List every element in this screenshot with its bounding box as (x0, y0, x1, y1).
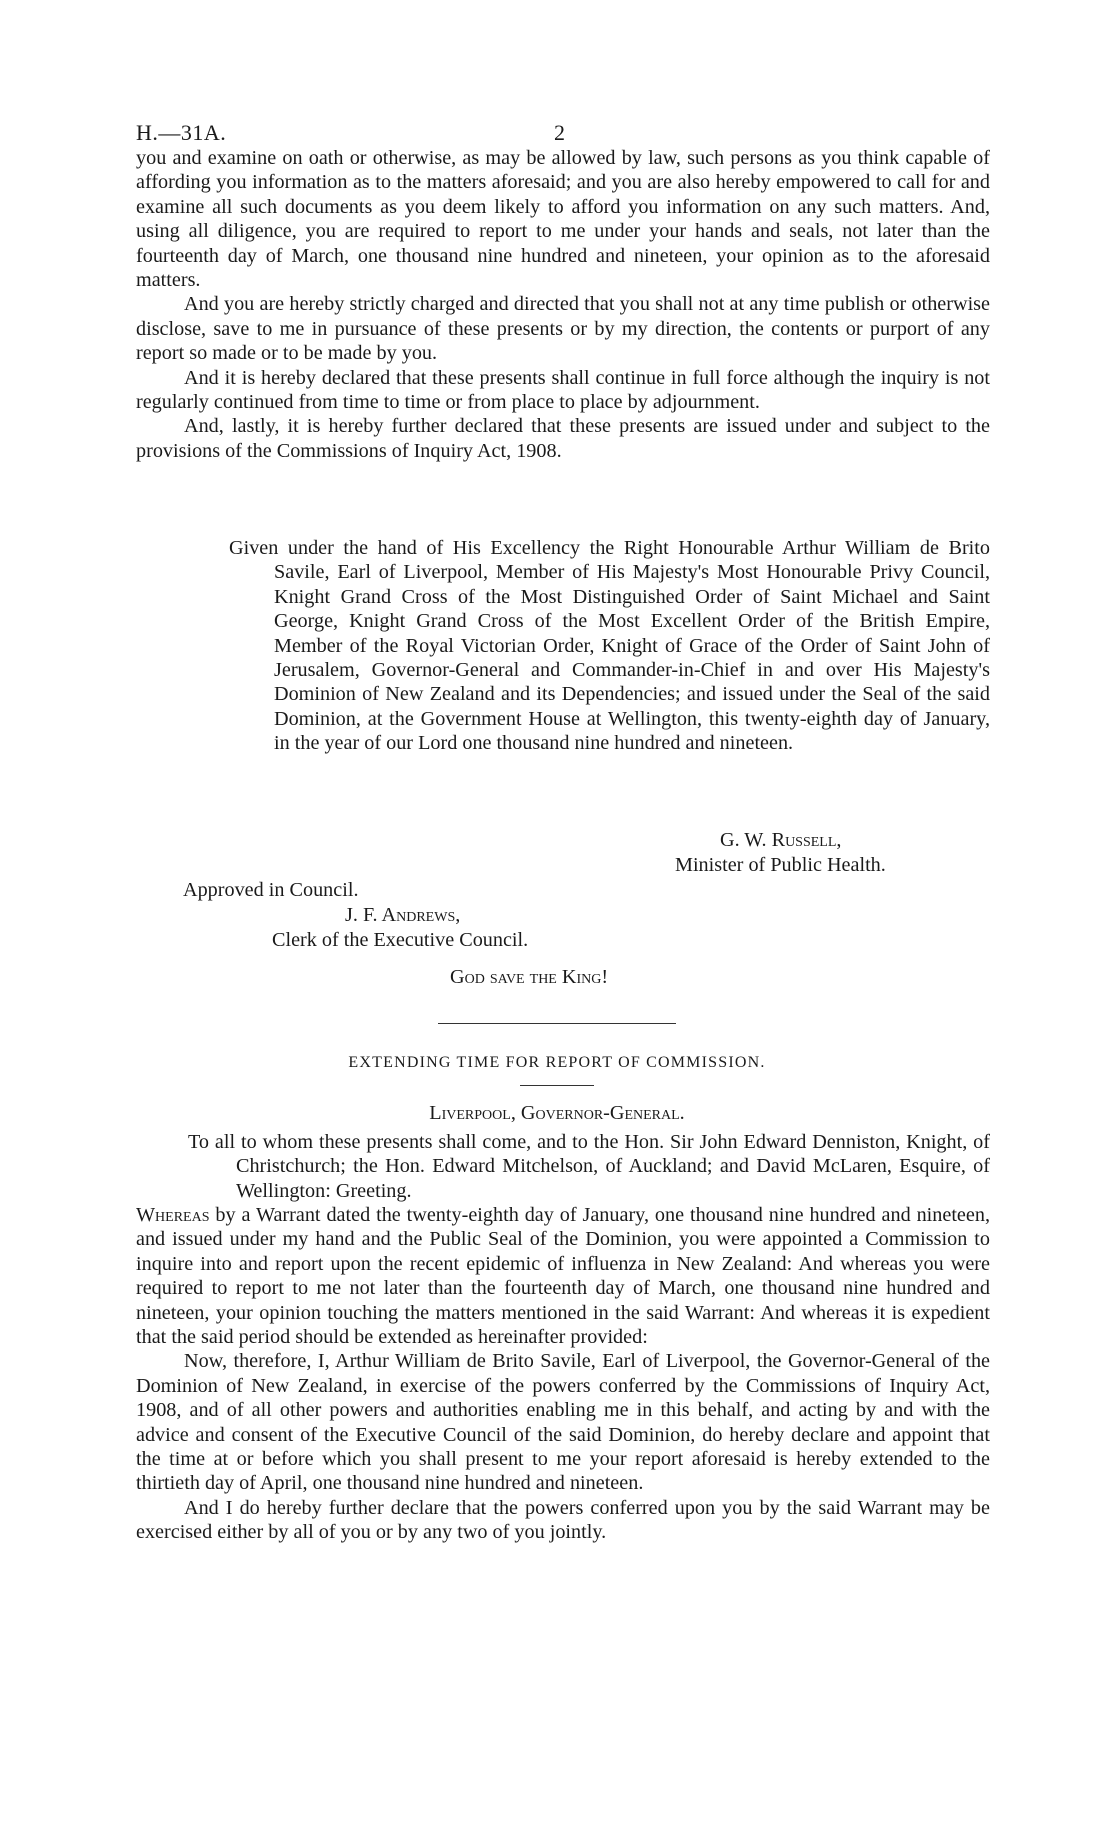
given-paragraph: Given under the hand of His Excellency the Right Honourable Arthur William de Brito Savile, Earl of Liverpool, Member of His Majesty's Most Honourable Privy Council, Knight Grand Cross of the Most Distinguished Order of Saint Michael and Saint George, Knight Grand Cross of the Most Excellent Order of the British Empire, Member of the Royal Victorian Order, Knight of Grace of the Order of Saint John of Jerusalem, Governor-General and Commander-in-Chief in and over His Majesty's Dominion of New Zealand and its Dependencies; and issued under the Seal of the said Dominion, at the Government House at Wellington, this twenty-eighth day of January, in the year of our Lord one thousand nine hundred and nineteen. (229, 537, 990, 755)
whereas-text: by a Warrant dated the twenty-eighth day of January, one thousand nine hundred and nineteen, and issued under my hand and the Public Seal of the Dominion, you were appointed a Commission to inquire into and report upon the recent epidemic of influenza in New Zealand: And whereas you were required to report to me not later than the fourteenth day of March, one thousand nine hundred and nineteen, your opinion touching the matters mentioned in the said Warrant: And whereas it is expedient that the said period should be extended as hereinafter provided: (136, 1204, 990, 1349)
section-title: EXTENDING TIME FOR REPORT OF COMMISSION. (348, 1054, 766, 1071)
paragraph-secrecy: And you are hereby strictly charged and directed that you shall not at any time publish or otherwise disclose, save to me in pursuance of these presents or by my direction, the contents or purport of any report so made or to be made by you. (136, 293, 990, 365)
title-underline (520, 1085, 594, 1086)
closing-salutation: God save the King! (450, 966, 609, 988)
section-divider (438, 1023, 676, 1024)
paragraph-provisions: And, lastly, it is hereby further declared that these presents are issued under and subject to the provisions of the Commissions of Inquiry Act, 1908. (136, 415, 990, 462)
document-code: H.—31A. (136, 120, 227, 145)
approved-in-council: Approved in Council. (183, 879, 359, 901)
address-block (136, 1130, 990, 1203)
extension-body (136, 1203, 990, 1545)
page-number: 2 (554, 120, 565, 145)
address-paragraph: To all to whom these presents shall come, and to the Hon. Sir John Edward Denniston, Knight, of Christchurch; the Hon. Edward Mitchelson, of Auckland; and David McLaren, Esquire, of Wellington: Greeting. (188, 1131, 990, 1202)
signatory-title: Minister of Public Health. (675, 854, 886, 876)
signatory-name: G. W. Russell, (720, 829, 842, 851)
warrant-body (136, 146, 990, 463)
whereas-lead: Whereas (136, 1204, 210, 1226)
governor-heading: Liverpool, Governor-General. (429, 1102, 685, 1124)
clerk-title: Clerk of the Executive Council. (272, 929, 529, 951)
final-paragraph: And I do hereby further declare that the powers conferred upon you by the said Warrant may be exercised either by all of you or by any two of you jointly. (136, 1496, 990, 1544)
whereas-paragraph (136, 1203, 990, 1349)
given-under-hand (229, 536, 990, 756)
paragraph-continuation: you and examine on oath or otherwise, as may be allowed by law, such persons as you think capable of affording you information as to the matters aforesaid; and you are also hereby empowered to call for and examine all such documents as you deem likely to afford you information on any such matters. And, using all diligence, you are required to report to me under your hands and seals, not later than the fourteenth day of March, one thousand nine hundred and nineteen, your opinion as to the aforesaid matters. (136, 147, 990, 292)
paragraph-continuance: And it is hereby declared that these presents shall continue in full force although the inquiry is not regularly continued from time to time or from place to place by adjournment. (136, 366, 990, 414)
now-therefore-paragraph: Now, therefore, I, Arthur William de Brito Savile, Earl of Liverpool, the Governor-General of the Dominion of New Zealand, in exercise of the powers conferred by the Commissions of Inquiry Act, 1908, and of all other powers and authorities enabling me in this behalf, and acting by and with the advice and consent of the Executive Council of the said Dominion, do hereby declare and appoint that the time at or before which you shall present to me your report aforesaid is hereby extended to the thirtieth day of April, one thousand nine hundred and nineteen. (136, 1350, 990, 1495)
clerk-name: J. F. Andrews, (345, 904, 461, 926)
